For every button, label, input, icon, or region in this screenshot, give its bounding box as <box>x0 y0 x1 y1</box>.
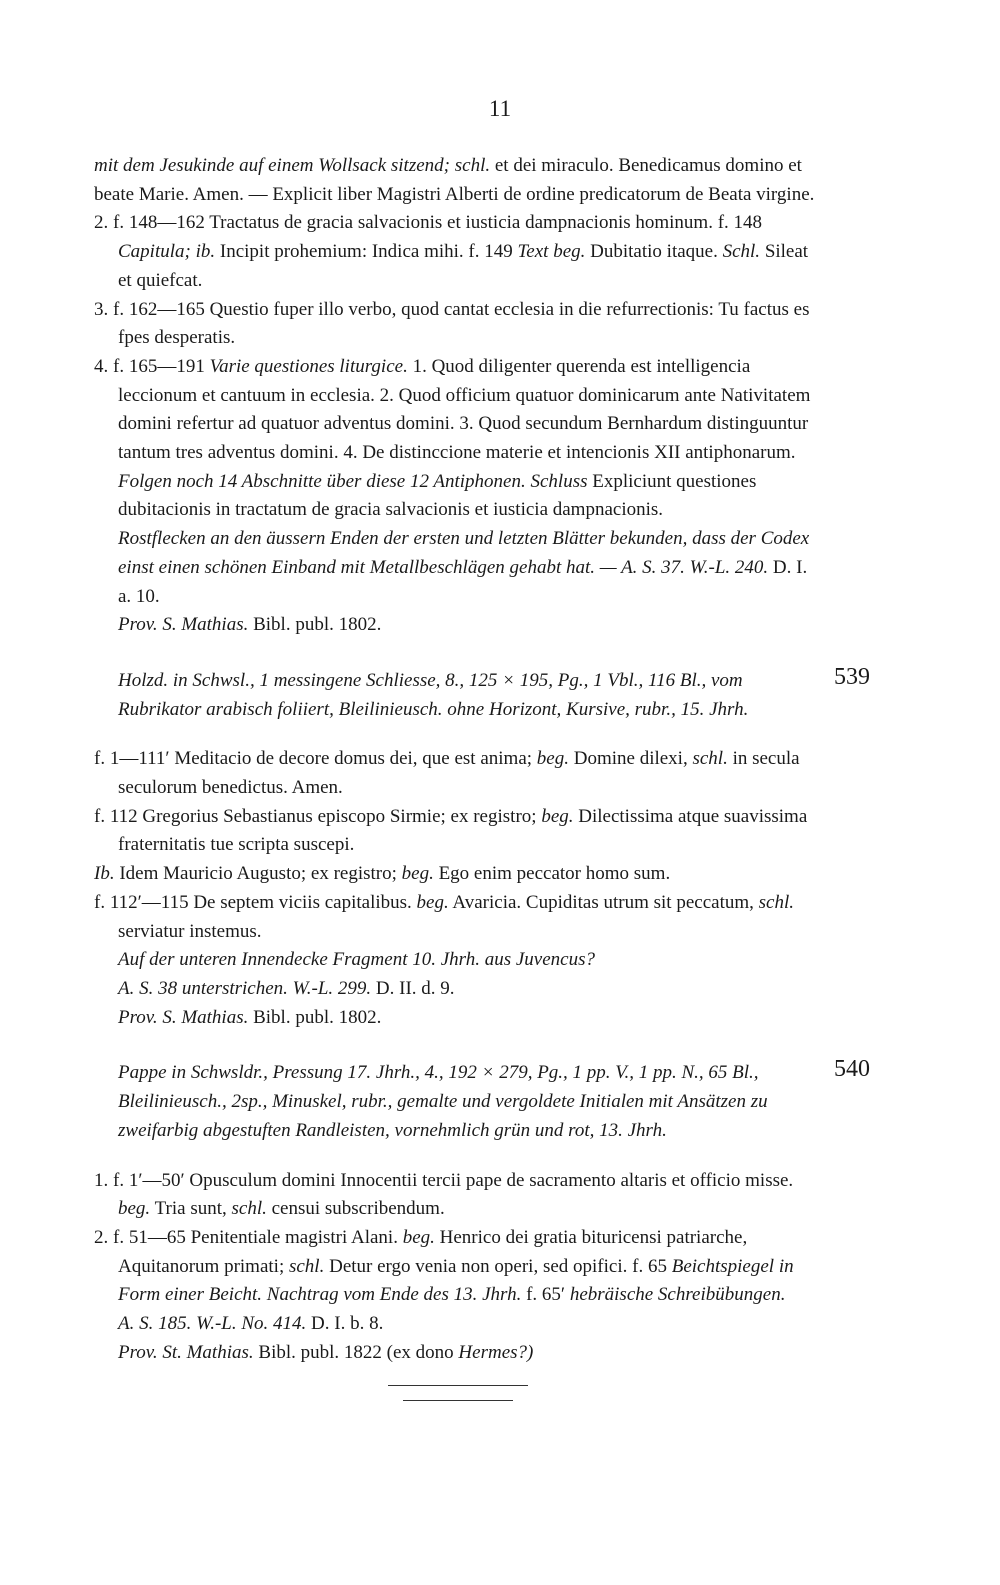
provenance-text: Bibl. publ. 1802. <box>248 614 382 636</box>
condition-note <box>94 525 822 611</box>
entry-540-item-1-beg: beg. <box>118 1198 151 1220</box>
entry-539-item-3 <box>94 860 822 889</box>
entry-540-item-2-beichtspiegel: Beichtspiegel in Form einer Beicht. Nachtrag vom Ende des 13. Jhrh. <box>118 1255 794 1306</box>
item-4-folio: 4. f. 165—191 <box>94 355 210 377</box>
entry-540-item-2-title: 2. f. 51—65 Penitentiale magistri Alani. <box>94 1226 403 1248</box>
entry-539-fragment-note <box>94 946 822 975</box>
item-2-text-beg: Text beg. <box>517 241 586 263</box>
entry-540-item-2-folio: f. 65′ <box>521 1284 570 1306</box>
entry-539-item-2 <box>94 803 822 860</box>
item-4-folgen: Folgen noch 14 Abschnitte über diese 12 Antiphonen. Schluss <box>118 470 588 492</box>
entry-540-shelf-note-italic: A. S. 185. W.-L. No. 414. <box>118 1313 307 1335</box>
entry-539-item-2-beg: beg. <box>541 805 574 827</box>
entry-539-item-3-ib: Ib. <box>94 863 115 885</box>
entry-540-shelf-note <box>94 1310 822 1339</box>
condition-note-shelfmark: D. I. a. 10. <box>118 556 808 607</box>
item-2 <box>94 209 822 295</box>
entry-539-item-4-title: f. 112′—115 De septem viciis capitalibus. <box>94 891 417 913</box>
entry-540-item-1-incipit: Tria sunt, <box>150 1198 232 1220</box>
entry-539-item-3-title: Idem Mauricio Augusto; ex registro; <box>114 863 402 885</box>
entry-540-item-2-hebrew-exercises: hebräische Schreibübungen. <box>569 1284 786 1306</box>
entry-540-item-1-schl: schl. <box>231 1198 267 1220</box>
entry-539-item-1-explicit: in secula seculorum benedictus. Amen. <box>118 748 800 799</box>
entry-number-539: 539 <box>834 663 870 690</box>
page-number: 11 <box>488 96 512 121</box>
entry-539-item-4-beg: beg. <box>416 891 449 913</box>
entry-539-shelf-note-italic: A. S. 38 unterstrichen. W.-L. 299. <box>118 977 372 999</box>
item-2-incipit: Incipit prohemium: Indica mihi. f. 149 <box>215 241 518 263</box>
entry-539-item-2-title: f. 112 Gregorius Sebastianus episcopo Sirmie; ex registro; <box>94 805 542 827</box>
end-rule <box>388 1385 528 1386</box>
entry-539-item-4 <box>94 889 822 946</box>
entry-540-description <box>94 1059 822 1145</box>
condition-note-italic: Rostflecken an den äussern Enden der ersten und letzten Blätter bekunden, dass der Codex einst einen schönen Einband mit Metallbeschlägen gehabt hat. — A. S. 37. W.-L. 240. <box>118 528 810 578</box>
entry-540-item-1-explicit: censui subscribendum. <box>266 1198 445 1220</box>
entry-539-item-1 <box>94 745 822 802</box>
entry-540-item-1 <box>94 1167 822 1224</box>
entry-539-provenance-text: Bibl. publ. 1802. <box>248 1006 382 1028</box>
entry-540-shelfmark: D. I. b. 8. <box>306 1313 384 1335</box>
entry-539-item-3-beg: beg. <box>401 863 434 885</box>
entry-539-item-1-beg: beg. <box>536 748 569 770</box>
item-2-sileat: Sileat et quiefcat. <box>118 241 809 291</box>
entry-539-item-4-explicit: serviatur instemus. <box>118 920 262 942</box>
entry-539-shelfmark: D. II. d. 9. <box>371 977 455 999</box>
end-rule-short <box>403 1400 513 1401</box>
entry-539-item-1-schl: schl. <box>692 748 728 770</box>
entry-539-item-4-schl: schl. <box>758 891 794 913</box>
provenance-note <box>94 611 822 640</box>
entry-540-item-2-schl: schl. <box>288 1255 325 1277</box>
item-2-schl: Schl. <box>722 241 761 263</box>
entry-539-desc-italic: Holzd. in Schwsl., 1 messingene Schliesse, 8., 125 × 195, Pg., 1 Vbl., 116 Bl., vom Rubrikator arabisch foliiert, Bleilinieusch. ohne Horizont, Kursive, rubr., 15. Jhrh. <box>118 669 749 720</box>
item-3: 3. f. 162—165 Questio fuper illo verbo, quod cantat ecclesia in die refurrectionis: Tu factus es fpes desperatis. <box>94 298 810 349</box>
item-4-explicit: Expliciunt questiones dubitacionis in tractatum de gracia salvacionis et iusticia dampnacionis. <box>118 470 757 521</box>
provenance-italic: Prov. S. Mathias. <box>118 614 249 636</box>
entry-number-540: 540 <box>834 1056 870 1083</box>
entry-540-item-1-title: 1. f. 1′—50′ Opusculum domini Innocentii tercii pape de sacramento altaris et officio misse. <box>94 1169 794 1191</box>
entry-540-provenance-donor: Hermes?) <box>458 1341 534 1363</box>
entry-540-item-2-beg: beg. <box>402 1226 435 1248</box>
item-4 <box>94 353 822 525</box>
continued-description-italic: mit dem Jesukinde auf einem Wollsack sitzend; schl. <box>94 155 491 176</box>
entry-539-shelf-note <box>94 975 822 1004</box>
entry-539-item-4-incipit: Avaricia. Cupiditas utrum sit peccatum, <box>448 891 759 913</box>
item-2-text: 2. f. 148—162 Tractatus de gracia salvacionis et iusticia dampnacionis hominum. f. 148 <box>94 212 763 234</box>
entry-539-fragment-note-text: Auf der unteren Innendecke Fragment 10. Jhrh. aus Juvencus? <box>118 949 595 971</box>
entry-540-provenance-italic: Prov. St. Mathias. <box>118 1341 254 1363</box>
entry-540-desc-italic: Pappe in Schwsldr., Pressung 17. Jhrh., 4., 192 × 279, Pg., 1 pp. V., 1 pp. N., 65 Bl., Bleilinieusch., 2sp., Minuskel, rubr., gemalte und vergoldete Initialen mit Ansätzen zu zweifarbig abgestuften Randleisten, vornehmlich grün und rot, 13. Jhrh. <box>118 1062 768 1141</box>
entry-539-item-1-incipit: Domine dilexi, <box>568 748 693 770</box>
entry-539-description <box>94 667 822 724</box>
entry-540-item-2-explicit: Detur ergo venia non operi, sed opifici. f. 65 <box>324 1255 672 1277</box>
item-2-dubitatio: Dubitatio itaque. <box>585 241 723 263</box>
entry-539-item-2-incipit: Dilectissima atque suavissima fraternitatis tue scripta suscepi. <box>118 805 808 856</box>
entry-539-item-1-title: f. 1—111′ Meditacio de decore domus dei, que est anima; <box>94 748 537 770</box>
item-4-sections: 1. Quod diligenter querenda est intelligencia leccionum et cantuum in ecclesia. 2. Quod officium quatuor dominicarum ante Nativitatem domini refertur ad quatuor adventus domini. 3. Quod secundum Bernhardum distinguuntur tantum tres adventus domini. 4. De distinccione materie et intencionis XII antiphonarum. <box>118 355 811 464</box>
page-body <box>94 152 870 1401</box>
item-2-capitula: Capitula; ib. <box>118 241 216 263</box>
entry-539-provenance <box>94 1004 822 1033</box>
entry-539-provenance-italic: Prov. S. Mathias. <box>118 1006 249 1028</box>
entry-540-provenance <box>94 1339 822 1368</box>
item-4-title: Varie questiones liturgice. <box>209 355 408 377</box>
entry-540-item-2 <box>94 1224 822 1310</box>
entry-540-item-2-incipit: Henrico dei gratia bituricensi patriarche, Aquitanorum primati; <box>118 1226 748 1277</box>
continued-description-text: et dei miraculo. Benedicamus domino et beate Marie. Amen. — Explicit liber Magistri Alberti de ordine predicatorum de Beata virgine. <box>94 155 815 205</box>
continued-entry-text <box>94 152 822 209</box>
entry-540-provenance-text: Bibl. publ. 1822 (ex dono <box>253 1341 459 1363</box>
entry-540 <box>94 1056 870 1145</box>
entry-539-item-3-incipit: Ego enim peccator homo sum. <box>433 863 671 885</box>
entry-539 <box>94 663 870 724</box>
